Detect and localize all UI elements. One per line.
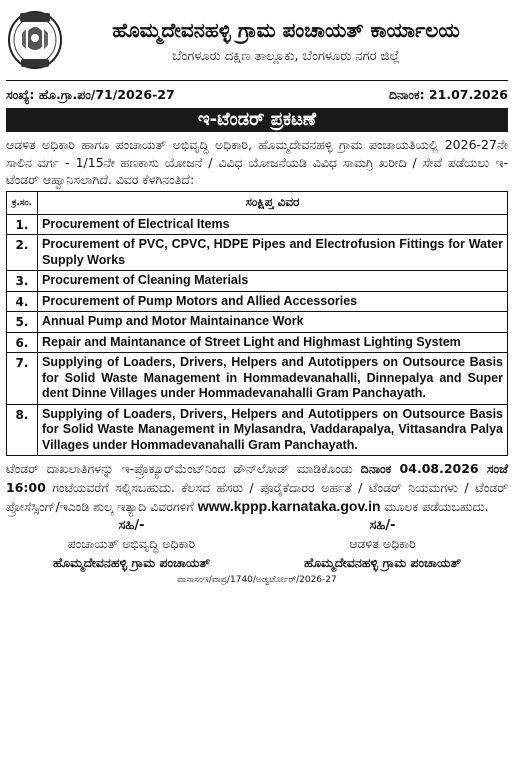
closing-text-2: ಗಂಟೆಯವರೆಗೆ ಸಲ್ಲಿಸಬಹುದು. ಕೆಲಸದ ಹೆಸರು / ಪೂರೈಕೆದಾರರ ಅರ್ಹತೆ / ಟೆಂಡರ್ ನಿಯಮಗಳು / ಟೆಂಡರ್ ಪ್ರೋಸೆಸ್ಸಿಂಗ್/ಇಎಂಡಿ ಶುಲ್ಕ ಇತ್ಯಾದಿ ವಿವರಗಳಿಗೆ <box>6 480 508 514</box>
table-row <box>7 291 508 312</box>
col-description-header: ಸಂಕ್ಷಿಪ್ತ ವಿವರ <box>38 191 508 214</box>
table-header-row <box>7 191 508 214</box>
intro-paragraph: ಆಡಳಿತ ಅಧಿಕಾರಿ ಹಾಗೂ ಪಂಚಾಯತ್ ಅಭಿವೃದ್ಧಿ ಅಧಿಕಾರಿ, ಹೊಮ್ಮದೇವನಹಳ್ಳಿ ಗ್ರಾಮ ಪಂಚಾಯತಿಯಲ್ಲಿ 2026-27ನೇ ಸಾಲಿನ ವರ್ಗ - 1/15ನೇ ಹಣಕಾಸು ಯೋಜನೆ / ವಿವಿಧ ಯೋಜನೆಯಡಿ ವಿವಿಧ ಸಾಮಗ್ರಿ ಖರೀದಿ / ಸೇವೆ ಪಡೆಯಲು ಇ-ಟೆಂಡರ್ ಆಹ್ವಾನಿಸಲಾಗಿದೆ. ವಿವರ ಕೆಳಗಿನಂತಿದೆ: <box>6 137 508 187</box>
eprocurement-link[interactable]: www.kppp.karnataka.gov.in <box>197 498 381 514</box>
table-row <box>7 271 508 292</box>
row-description: Supplying of Loaders, Drivers, Helpers and Autotippers on Outsource Basis for Solid Waste Management in Hommadevanahalli, Dinnepalya and Super dent Dinne Villages under Hommadevanahalli Gram Panchayath. <box>38 353 508 405</box>
row-number: 1. <box>7 214 38 235</box>
row-number: 3. <box>7 271 38 292</box>
row-number: 2. <box>7 235 38 271</box>
col-serial-header: ಕ್ರ.ಸಂ. <box>7 191 38 214</box>
closing-text-3: ಮೂಲಕ ಪಡೆಯಬಹುದು. <box>380 499 489 514</box>
table-row <box>7 214 508 235</box>
signed-mark: ಸಹಿ/- <box>118 518 145 533</box>
row-number: 6. <box>7 332 38 353</box>
table-row <box>7 353 508 405</box>
row-description: Procurement of Cleaning Materials <box>38 271 508 292</box>
table-row <box>7 404 508 456</box>
notice-date: ದಿನಾಂಕ: 21.07.2026 <box>388 87 508 102</box>
office-address: ಬೆಂಗಳೂರು ದಕ್ಷಿಣ ತಾಲ್ಲೂಕು, ಬೆಂಗಳೂರು ನಗರ ಜಿಲ್ಲೆ <box>172 48 400 64</box>
closing-text-1: ಟೆಂಡರ್ ದಾಖಲಾತಿಗಳನ್ನು ಇ-ಪ್ರೊಕ್ಯೂರ್‌ಮೆಂಟ್‌ನಿಂದ ಡೌನ್‌ಲೋಡ್ ಮಾಡಿಕೊಂಡು <box>6 461 361 476</box>
row-number: 7. <box>7 353 38 405</box>
karnataka-emblem-icon <box>6 9 64 71</box>
signatory-role: ಆಡಳಿತ ಅಧಿಕಾರಿ <box>349 536 416 551</box>
table-row <box>7 235 508 271</box>
closing-paragraph <box>6 459 508 516</box>
table-row <box>7 312 508 333</box>
signatory-office: ಹೊಮ್ಮದೇವನಹಳ್ಳಿ ಗ್ರಾಮ ಪಂಚಾಯತ್ <box>303 555 462 570</box>
row-number: 5. <box>7 312 38 333</box>
reference-row <box>6 87 508 105</box>
notice-title: ಇ-ಟೆಂಡರ್ ಪ್ರಕಟಣೆ <box>6 108 508 132</box>
tender-items-table <box>6 191 508 457</box>
row-number: 8. <box>7 404 38 456</box>
signature-block <box>6 518 508 571</box>
row-description: Procurement of Pump Motors and Allied Accessories <box>38 291 508 312</box>
signatory-role: ಪಂಚಾಯತ್ ಅಭಿವೃದ್ಧಿ ಅಧಿಕಾರಿ <box>67 536 196 551</box>
row-description: Procurement of Electrical Items <box>38 214 508 235</box>
row-description: Repair and Maintanance of Street Light and Highmast Lighting System <box>38 332 508 353</box>
notice-header <box>6 4 508 81</box>
footer-code: ವಾಸಾಸಂಇ/ವಾಪ್ರ/1740/ಅಡ್ವರ್ಟೋರ್/2026-27 <box>177 575 337 585</box>
row-description: Supplying of Loaders, Drivers, Helpers and Autotippers on Outsource Basis for Solid Waste Management in Mylasandra, Vaddarapalya, Vittasandra Palya Villages under Hommadevanahalli Gram Panchayath. <box>38 404 508 456</box>
signatory-office: ಹೊಮ್ಮದೇವನಹಳ್ಳಿ ಗ್ರಾಮ ಪಂಚಾಯತ್ <box>52 555 211 570</box>
row-description: Procurement of PVC, CPVC, HDPE Pipes and Electrofusion Fittings for Water Supply Works <box>38 235 508 271</box>
tender-notice <box>6 4 508 765</box>
signature-pdo <box>6 518 257 571</box>
table-row <box>7 332 508 353</box>
submission-deadline: ದಿನಾಂಕ 04.08.2026 ಸಂಜೆ 16:00 <box>6 461 508 495</box>
reference-number: ಸಂಖ್ಯೆ: ಹೊ.ಗ್ರಾ.ಪಂ/71/2026-27 <box>6 87 175 102</box>
signature-administrator <box>257 518 508 571</box>
office-name: ಹೊಮ್ಮದೇವನಹಳ್ಳಿ ಗ್ರಾಮ ಪಂಚಾಯತ್ ಕಾರ್ಯಾಲಯ <box>112 17 460 42</box>
signed-mark: ಸಹಿ/- <box>369 518 396 533</box>
row-description: Annual Pump and Motor Maintainance Work <box>38 312 508 333</box>
row-number: 4. <box>7 291 38 312</box>
